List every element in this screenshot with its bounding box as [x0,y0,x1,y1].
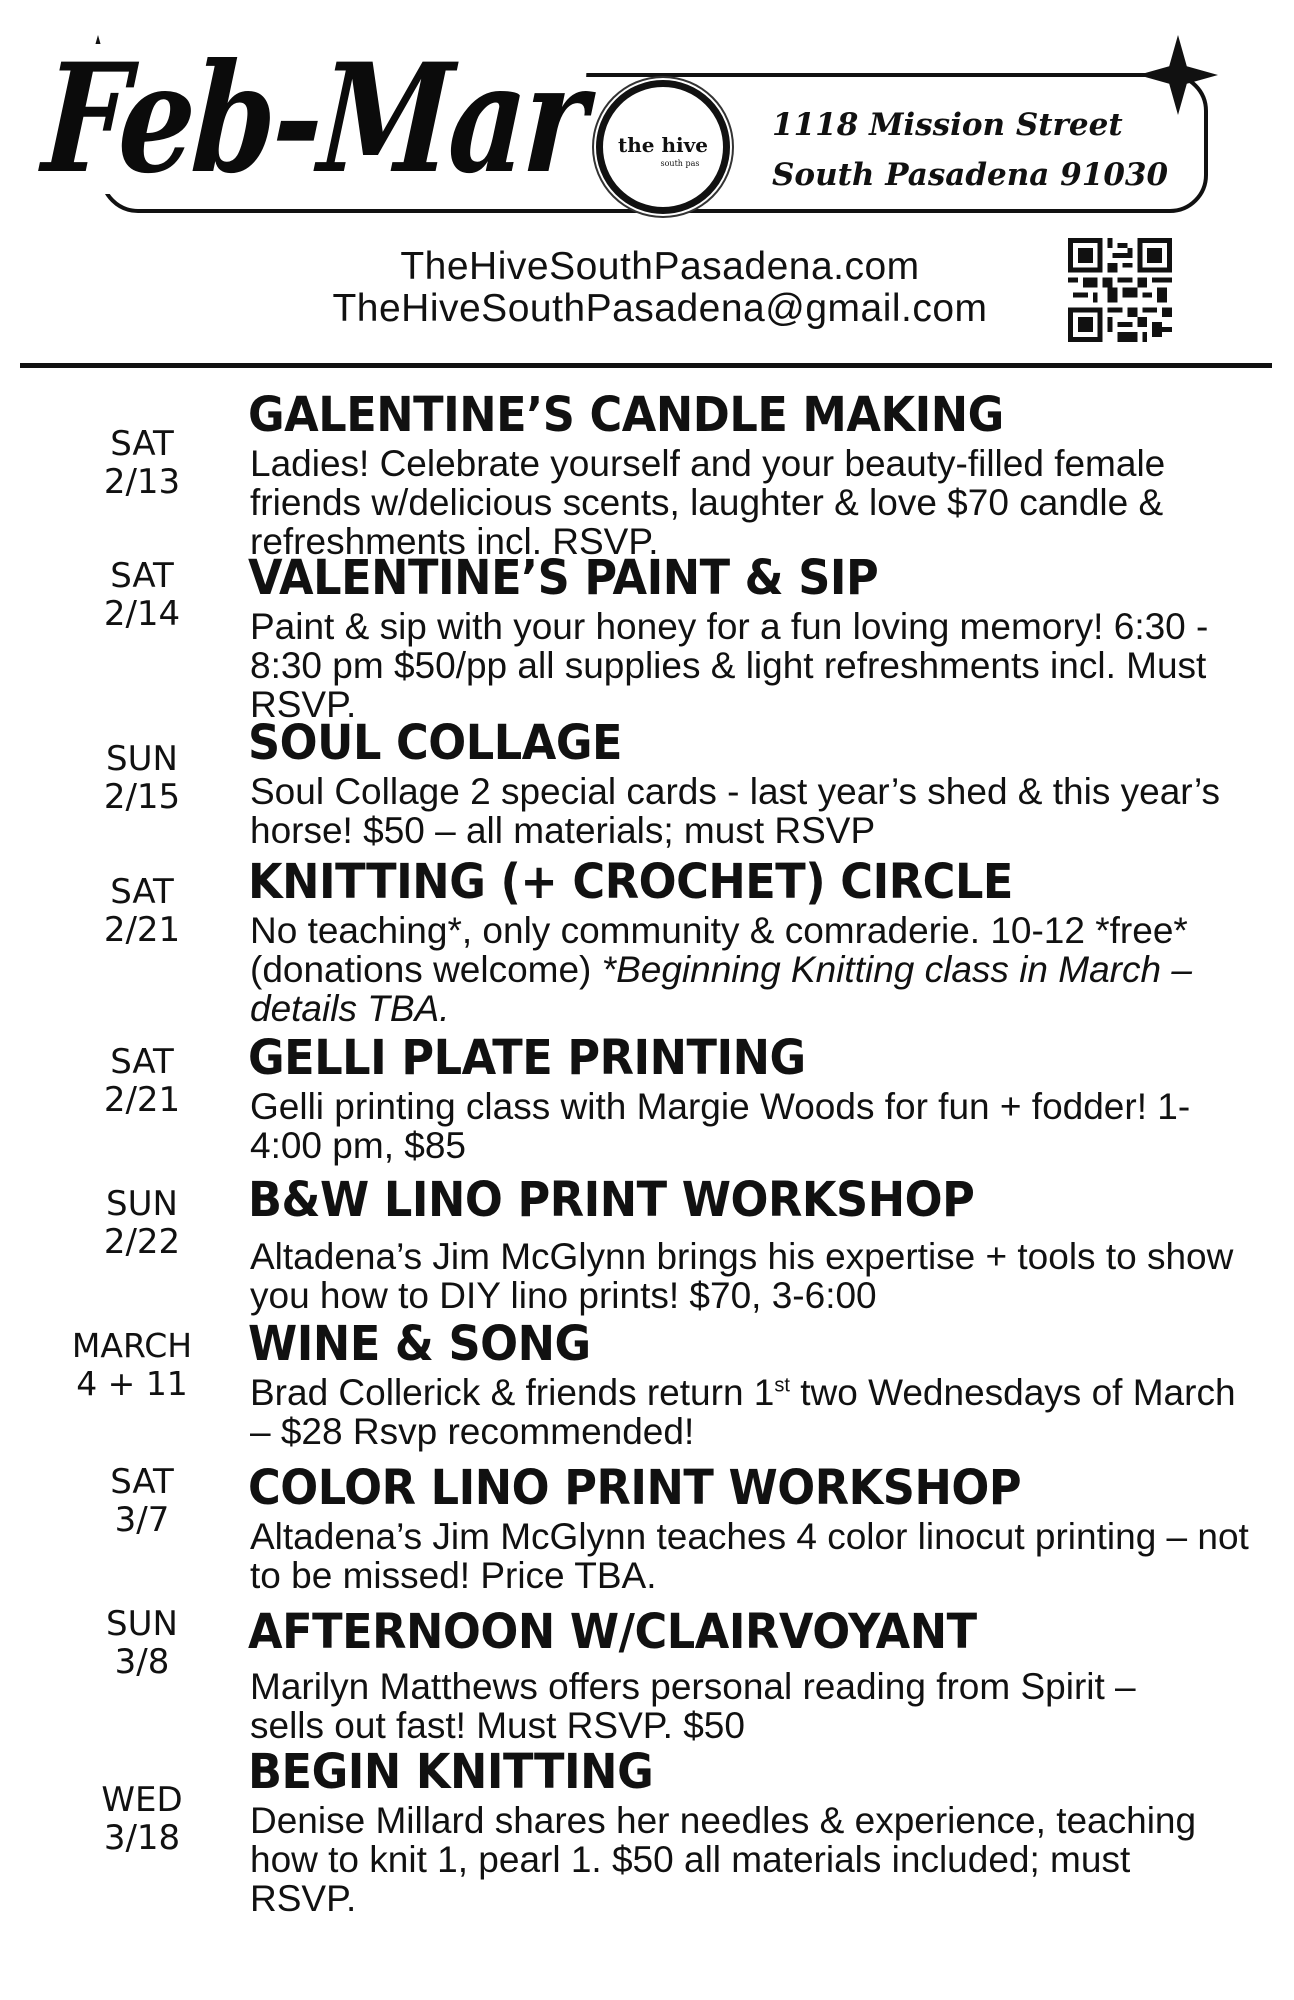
event-title: B&W LINO PRINT WORKSHOP [248,1172,975,1228]
address [772,100,1169,200]
event-item [0,855,1294,1031]
event-list [0,388,1294,1921]
event-description [250,911,1250,1028]
event-title: COLOR LINO PRINT WORKSHOP [248,1460,1022,1516]
event-date: WED 3/18 [101,1780,183,1858]
email-link[interactable]: TheHiveSouthPasadena@gmail.com [332,287,988,330]
event-date: SAT 2/14 [103,556,181,634]
event-item [0,1317,1294,1461]
event-description-text: Brad Collerick & friends return 1 [250,1372,775,1413]
contact-info [190,246,1130,330]
event-description: Gelli printing class with Margie Woods for fun + fodder! 1-4:00 pm, $85 [250,1086,1191,1166]
event-description: Marilyn Matthews offers personal reading from Spirit – sells out fast! Must RSVP. $50 [250,1666,1136,1746]
event-description: Altadena’s Jim McGlynn teaches 4 color linocut printing – not to be missed! Price TBA. [250,1516,1249,1596]
hive-logo [596,80,730,214]
star-icon [1138,35,1218,115]
event-description-text: two Wednesdays of March – $28 Rsvp recommended! [250,1372,1236,1452]
event-date: MARCH 4 + 11 [71,1326,193,1403]
event-description: Soul Collage 2 special cards - last year’s shed & this year’s horse! $50 – all materials; must RSVP [250,771,1221,851]
event-note: *Beginning Knitting class in March – details TBA. [250,949,1192,1029]
event-item [0,716,1294,855]
event-description: Paint & sip with your honey for a fun loving memory! 6:30 - 8:30 pm $50/pp all supplies & light refreshments incl. Must RSVP. [250,606,1209,725]
ordinal-suffix: st [774,1374,790,1397]
event-description: Altadena’s Jim McGlynn brings his expertise + tools to show you how to DIY lino prints! $70, 3-6:00 [250,1236,1234,1316]
event-title: GALENTINE’S CANDLE MAKING [248,387,1004,443]
event-date: SAT 2/21 [103,1042,181,1120]
event-date: SUN 2/15 [103,739,181,817]
event-title: BEGIN KNITTING [248,1744,654,1800]
logo-subtitle: south pas [660,159,700,168]
event-title: GELLI PLATE PRINTING [248,1030,806,1086]
event-title: AFTERNOON W/CLAIRVOYANT [248,1604,977,1660]
address-city: South Pasadena 91030 [772,157,1169,193]
event-item [0,1173,1294,1317]
event-description-text: No teaching*, only community & comraderie. 10-12 *free*(donations welcome) [250,910,1188,990]
event-date: SUN 2/22 [103,1184,181,1262]
event-date: SAT 2/13 [103,424,181,502]
address-street: 1118 Mission Street [772,107,1123,143]
event-item [0,1031,1294,1173]
qr-code-icon[interactable] [1068,238,1172,342]
event-title: WINE & SONG [248,1316,591,1372]
logo-name: the hive [618,133,708,157]
event-description: Ladies! Celebrate yourself and your beauty-filled female friends w/delicious scents, laughter & love $70 candle & refreshments incl. RSVP. [250,443,1166,562]
event-item [0,387,1294,562]
event-description: Denise Millard shares her needles & experience, teaching how to knit 1, pearl 1. $50 all materials included; must RSVP. [250,1800,1197,1919]
event-description [250,1373,1250,1451]
event-item [0,1461,1294,1605]
event-title: KNITTING (+ CROCHET) CIRCLE [248,854,1013,910]
event-date: SUN 3/8 [106,1604,178,1682]
event-item [0,550,1294,725]
event-item [0,1745,1294,1921]
event-item [0,1605,1294,1745]
website-link[interactable]: TheHiveSouthPasadena.com [400,245,920,288]
header-divider [20,363,1272,368]
event-date: SAT 3/7 [110,1462,174,1540]
event-date: SAT 2/21 [103,872,181,950]
event-title: SOUL COLLAGE [248,715,623,771]
event-title: VALENTINE’S PAINT & SIP [248,550,879,606]
page-title: Feb-Mar [38,31,589,207]
